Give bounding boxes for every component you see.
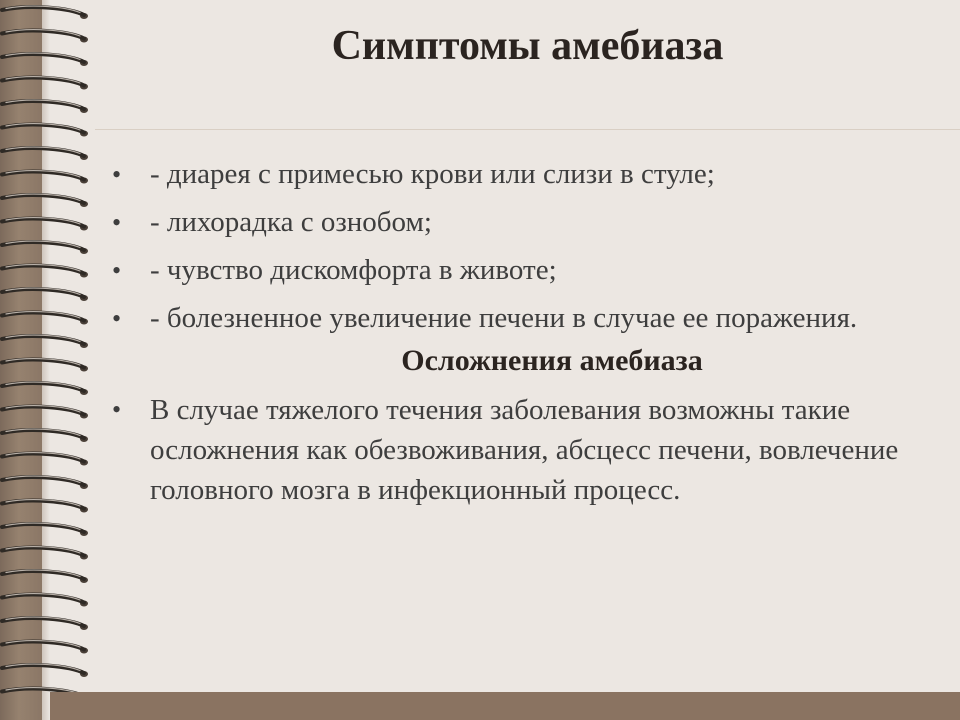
complications-list — [112, 390, 952, 510]
binding-ring — [2, 335, 88, 348]
list-item: • - диарея с примесью крови или слизи в стуле; — [112, 158, 952, 191]
binding-ring — [2, 523, 88, 536]
binding-ring — [2, 359, 88, 372]
binding-ring — [2, 453, 88, 466]
binding-ring — [2, 664, 88, 677]
binding-ring — [2, 194, 88, 207]
list-item: • В случае тяжелого течения заболевания возможны такие осложнения как обезвоживания, абсцесс печени, вовлечение головного мозга в инфекционный процесс. — [112, 390, 952, 510]
list-item: • - лихорадка с ознобом; — [112, 206, 952, 239]
title-divider — [95, 129, 960, 130]
binding-ring — [2, 476, 88, 489]
binding-ring — [2, 617, 88, 630]
list-item: • - болезненное увеличение печени в случае ее поражения. — [112, 302, 952, 335]
binding-ring — [2, 241, 88, 254]
binding-ring — [2, 406, 88, 419]
spiral-binding — [0, 0, 110, 720]
binding-ring — [2, 641, 88, 654]
binding-ring — [2, 124, 88, 137]
binding-ring — [2, 429, 88, 442]
binding-ring — [2, 265, 88, 278]
binding-ring — [2, 570, 88, 583]
binding-ring — [2, 547, 88, 560]
binding-ring — [2, 100, 88, 113]
binding-ring — [2, 171, 88, 184]
slide-body — [112, 158, 952, 525]
complications-heading: Осложнения амебиаза — [401, 344, 703, 377]
binding-ring — [2, 594, 88, 607]
list-item: • - чувство дискомфорта в животе; — [112, 254, 952, 287]
binding-ring — [2, 500, 88, 513]
binding-ring — [2, 6, 88, 19]
symptom-list — [112, 158, 952, 335]
bottom-bar — [50, 692, 960, 720]
binding-ring — [2, 77, 88, 90]
binding-ring — [2, 288, 88, 301]
binding-ring — [2, 382, 88, 395]
binding-ring — [2, 147, 88, 160]
slide-title: Симптомы амебиаза — [331, 23, 724, 69]
binding-ring — [2, 218, 88, 231]
binding-ring — [2, 312, 88, 325]
